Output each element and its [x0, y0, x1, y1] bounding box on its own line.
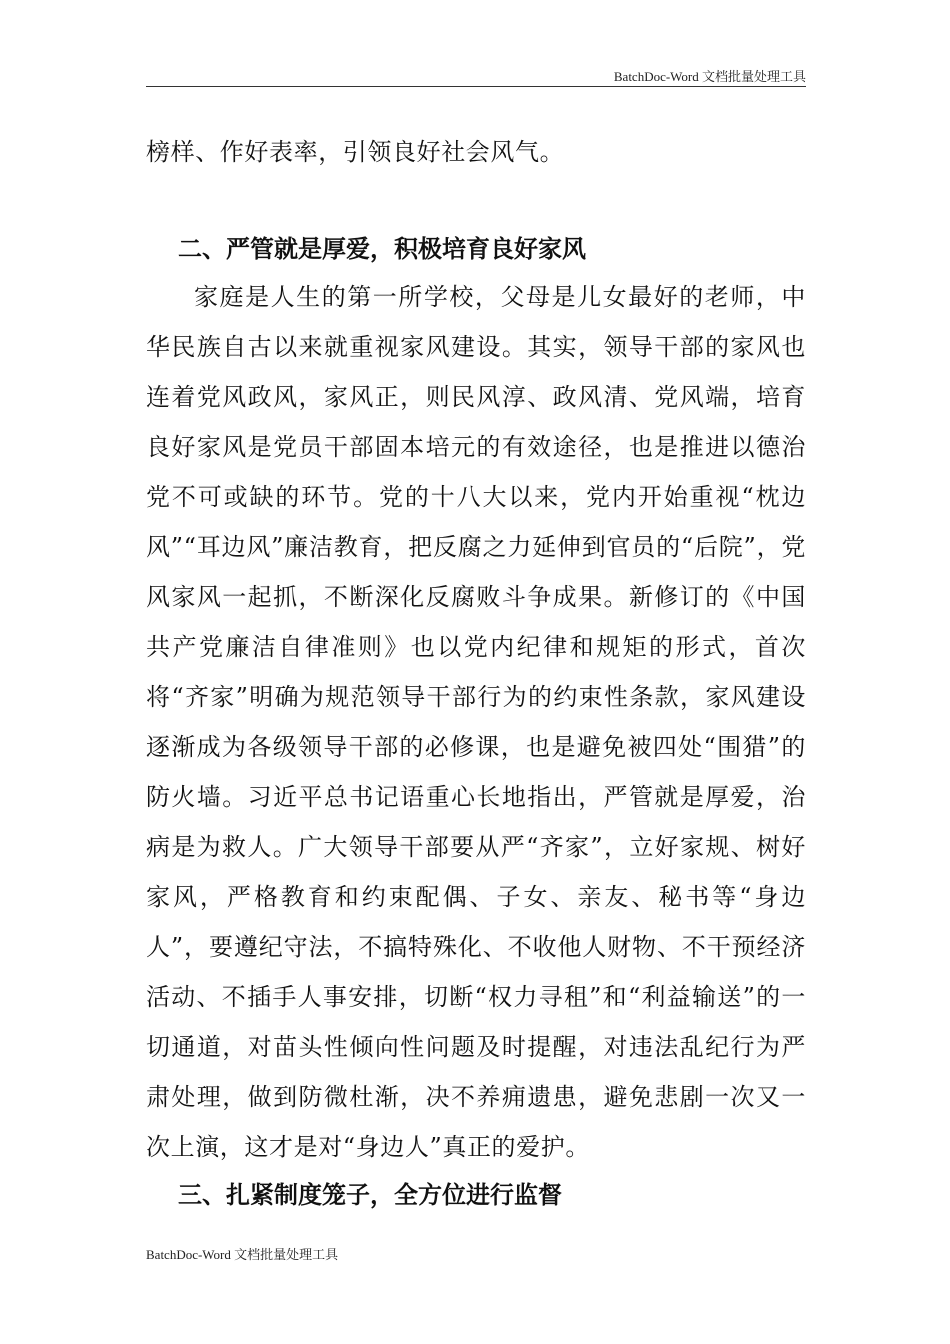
- section-2-heading: 二、严管就是厚爱，积极培育良好家风: [178, 235, 586, 263]
- continuation-paragraph: 榜样、作好表率，引领良好社会风气。: [146, 138, 565, 166]
- page-footer: BatchDoc-Word 文档批量处理工具: [146, 1247, 339, 1262]
- section-3-heading: 三、扎紧制度笼子，全方位进行监督: [178, 1181, 562, 1209]
- header-divider: [146, 86, 806, 87]
- page-header: BatchDoc-Word 文档批量处理工具: [613, 69, 806, 84]
- section-2-paragraph: 家庭是人生的第一所学校，父母是儿女最好的老师，中华民族自古以来就重视家风建设。其实，领导干部的家风也连着党风政风，家风正，则民风淳、政风清、党风端，培育良好家风是党员干部固本培元的有效途径，也是推进以德治党不可或缺的环节。党的十八大以来，党内开始重视“枕边风”“耳边风”廉洁教育，把反腐之力延伸到官员的“后院”，党风家风一起抓，不断深化反腐败斗争成果。新修订的《中国共产党廉洁自律准则》也以党内纪律和规矩的形式，首次将“齐家”明确为规范领导干部行为的约束性条款，家风建设逐渐成为各级领导干部的必修课，也是避免被四处“围猎”的防火墙。习近平总书记语重心长地指出，严管就是厚爱，治病是为救人。广大领导干部要从严“齐家”，立好家规、树好家风，严格教育和约束配偶、子女、亲友、秘书等“身边人”，要遵纪守法，不搞特殊化、不收他人财物、不干预经济活动、不插手人事安排，切断“权力寻租”和“利益输送”的一切通道，对苗头性倾向性问题及时提醒，对违法乱纪行为严肃处理，做到防微杜渐，决不养痈遗患，避免悲剧一次又一次上演，这才是对“身边人”真正的爱护。: [146, 283, 806, 1161]
